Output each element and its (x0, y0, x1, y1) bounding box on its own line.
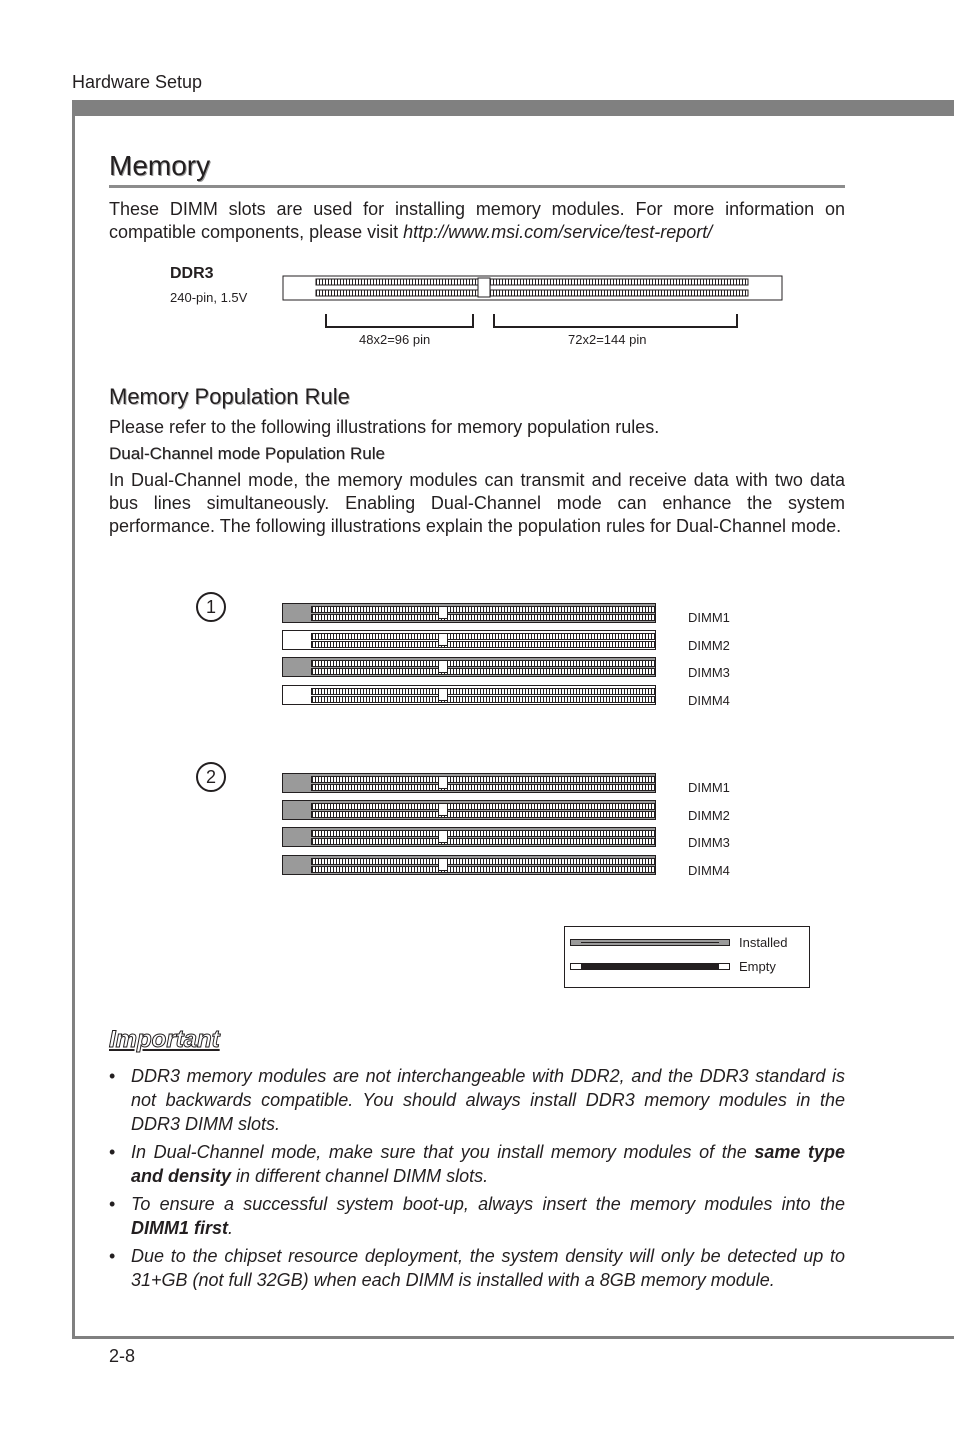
bullet-text: DDR3 memory modules are not interchangeable with DDR2, and the DDR3 standard is not backwards compatible. You should always install DDR3 memory modules in the DDR3 DIMM slots. (131, 1066, 845, 1134)
config-2-number: 2 (196, 762, 226, 792)
config-2-dimm2-slot (282, 800, 656, 820)
bullet-text: To ensure a successful system boot-up, always insert the memory modules into the (131, 1194, 845, 1214)
population-intro: Please refer to the following illustrations for memory population rules. (109, 417, 660, 437)
list-item (109, 1244, 845, 1292)
config-2-dimm3-label: DIMM3 (688, 835, 730, 850)
bullet-text: . (228, 1218, 234, 1238)
config-2-dimm1-slot (282, 773, 656, 793)
config-1-dimm2-label: DIMM2 (688, 638, 730, 653)
slot-legend (564, 926, 810, 988)
intro-text: These DIMM slots are used for installing memory modules. For more information on compatible components, please visit (109, 199, 845, 242)
header-title: Hardware Setup (72, 72, 203, 92)
config-2-dimm4-slot (282, 855, 656, 875)
important-list (109, 1064, 845, 1296)
dual-channel-paragraph: In Dual-Channel mode, the memory modules can transmit and receive data with two data bus lines simultaneously. Enabling Dual-Channel mode can enhance the system performance. The following illustrations explain the population rules for Dual-Channel mode. (109, 470, 845, 536)
config-1-dimm4-slot (282, 685, 656, 705)
left-margin-rule (72, 100, 75, 1338)
config-1-dimm3-slot (282, 657, 656, 677)
config-1-number: 1 (196, 592, 226, 622)
list-item (109, 1140, 845, 1188)
ddr3-spec: 240-pin, 1.5V (170, 290, 248, 305)
ddr3-label: DDR3 (170, 265, 214, 282)
legend-installed-swatch (570, 939, 730, 946)
bullet-glyph: • (109, 1142, 116, 1162)
list-item (109, 1064, 845, 1136)
bullet-glyph: • (109, 1194, 116, 1214)
test-report-link[interactable]: http://www.msi.com/service/test-report/ (403, 222, 713, 242)
pin-count-right: 72x2=144 pin (568, 332, 647, 347)
bullet-glyph: • (109, 1066, 116, 1086)
page-number: 2-8 (109, 1346, 136, 1366)
header-bar (72, 100, 954, 116)
bullet-glyph: • (109, 1246, 116, 1266)
bullet-text: In Dual-Channel mode, make sure that you install memory modules of the (131, 1142, 755, 1162)
bullet-text: in different channel DIMM slots. (231, 1166, 489, 1186)
list-item (109, 1192, 845, 1240)
title-underline (109, 185, 845, 188)
config-2-dimm2-label: DIMM2 (688, 808, 730, 823)
bullet-text: Due to the chipset resource deployment, the system density will only be detected up to 31+GB (not full 32GB) when each DIMM is installed with a 8GB memory module. (131, 1246, 845, 1290)
legend-empty-label: Empty (739, 959, 776, 974)
population-rule-heading: Memory Population Rule (109, 384, 350, 409)
legend-empty-swatch (570, 963, 730, 970)
config-1-dimm1-slot (282, 603, 656, 623)
config-1-dimm4-label: DIMM4 (688, 693, 730, 708)
config-1-dimm2-slot (282, 630, 656, 650)
legend-installed-label: Installed (739, 935, 788, 950)
bullet-emphasis: same type and density (131, 1142, 845, 1186)
config-2-dimm4-label: DIMM4 (688, 863, 730, 878)
pin-count-left: 48x2=96 pin (359, 332, 431, 347)
footer-rule (72, 1336, 954, 1339)
config-1-dimm3-label: DIMM3 (688, 665, 730, 680)
section-title: Memory (109, 150, 211, 181)
config-2-dimm3-slot (282, 827, 656, 847)
dual-channel-heading: Dual-Channel mode Population Rule (109, 444, 385, 463)
intro-paragraph (109, 198, 845, 244)
config-1-dimm1-label: DIMM1 (688, 610, 730, 625)
important-heading: Important (109, 1026, 220, 1053)
ddr3-slot-diagram (280, 272, 786, 352)
config-2-dimm1-label: DIMM1 (688, 780, 730, 795)
bullet-emphasis: DIMM1 first (131, 1218, 229, 1238)
